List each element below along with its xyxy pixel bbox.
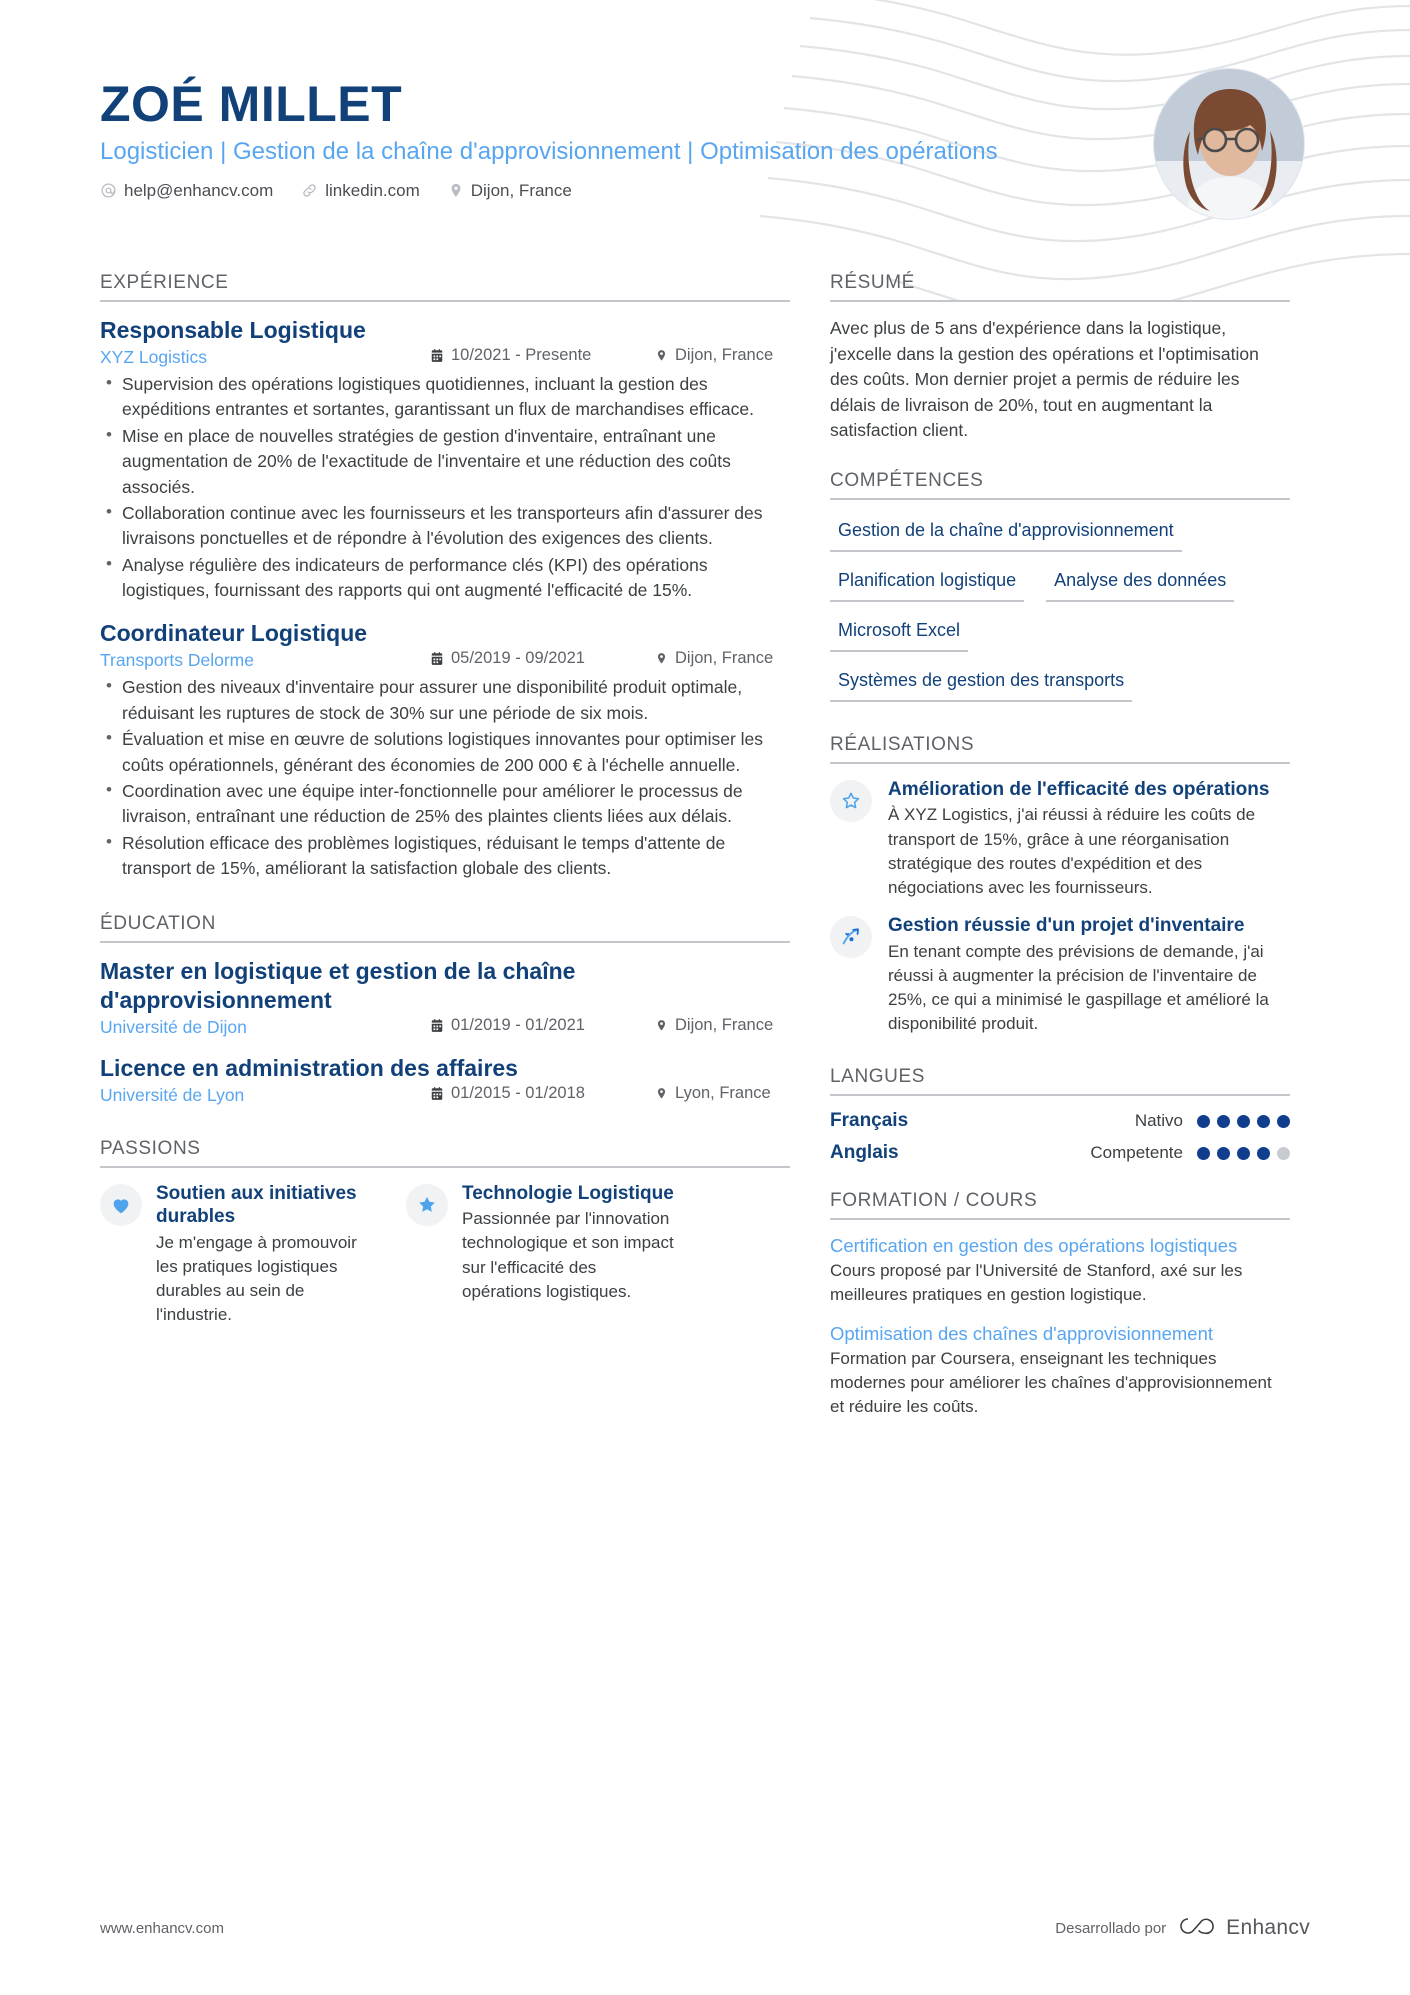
- experience-entry: [100, 619, 790, 881]
- rating-dot: [1277, 1115, 1290, 1128]
- job-bullets: [100, 372, 790, 603]
- skill-chip: Microsoft Excel: [830, 614, 968, 652]
- achievement-item: [830, 778, 1290, 900]
- contact-location: [448, 181, 572, 201]
- section-title-skills: COMPÉTENCES: [830, 469, 984, 491]
- passion-body: [462, 1182, 676, 1328]
- achievement-text: En tenant compte des prévisions de demande, j'ai réussi à augmenter la précision de l'inventaire de 25%, ce qui a minimisé le gaspillage et amélioré la disponibilité produit.: [888, 941, 1269, 1034]
- passions-grid: [100, 1182, 790, 1328]
- language-rating: [1135, 1111, 1290, 1131]
- section-courses: [830, 1190, 1290, 1419]
- degree-title: Master en logistique et gestion de la chaîne d'approvisionnement: [100, 958, 576, 1013]
- section-languages: [830, 1066, 1290, 1164]
- job-dates-text: 05/2019 - 09/2021: [451, 649, 585, 668]
- bullet: • Supervision des opérations logistiques quotidiennes, incluant la gestion des expéditions entrantes et sortantes, garantissant un flux de marchandises efficace.: [100, 372, 790, 423]
- achievement-body: [888, 914, 1290, 1036]
- bullet: • Résolution efficace des problèmes logistiques, réduisant le temps d'attente de transport de 15%, améliorant la satisfaction globale des clients.: [100, 831, 790, 882]
- job-organization: XYZ Logistics: [100, 347, 207, 368]
- rating-dot: [1217, 1147, 1230, 1160]
- divider: [830, 300, 1290, 302]
- job-title: Coordinateur Logistique: [100, 620, 368, 647]
- divider: [100, 1166, 790, 1168]
- skills-list: [830, 514, 1290, 714]
- heart-icon: [100, 1184, 142, 1226]
- location-pin-icon: [655, 1018, 668, 1033]
- section-achievements: [830, 734, 1290, 1037]
- job-dates: [430, 649, 655, 668]
- rating-dots: [1197, 1147, 1290, 1160]
- language-level: Nativo: [1134, 1111, 1183, 1131]
- course-title: Certification en gestion des opérations logistiques: [830, 1235, 1238, 1257]
- divider: [830, 1094, 1290, 1096]
- footer-credit-text: Desarrollado por: [1055, 1919, 1167, 1937]
- contact-linkedin-text: linkedin.com: [325, 180, 420, 200]
- passion-item: [406, 1182, 676, 1328]
- rating-dot: [1257, 1147, 1270, 1160]
- section-passions: [100, 1138, 790, 1328]
- degree-dates-text: 01/2015 - 01/2018: [451, 1083, 585, 1102]
- calendar-icon: [430, 348, 444, 363]
- location-pin-icon: [655, 1086, 668, 1101]
- rating-dot: [1277, 1147, 1290, 1160]
- footer-website[interactable]: www.enhancv.com: [100, 1919, 224, 1937]
- course-text: Formation par Coursera, enseignant les techniques modernes pour améliorer les chaînes d'approvisionnement et réduire les coûts.: [830, 1348, 1272, 1416]
- skill-chip: Gestion de la chaîne d'approvisionnement: [830, 514, 1182, 552]
- divider: [830, 1218, 1290, 1220]
- section-summary: [830, 272, 1290, 444]
- right-column: [830, 272, 1290, 1433]
- degree-meta: [100, 1084, 790, 1106]
- language-name: Français: [830, 1110, 909, 1132]
- section-title-education: ÉDUCATION: [100, 913, 216, 935]
- bullet: • Évaluation et mise en œuvre de solutions logistiques innovantes pour optimiser les coûts opérationnels, générant des économies de 200 000 € à l'échelle annuelle.: [100, 727, 790, 778]
- achievement-title: Amélioration de l'efficacité des opérations: [888, 778, 1270, 800]
- left-column: [100, 272, 790, 1433]
- education-entry: [100, 1054, 790, 1106]
- star-outline-icon: [830, 780, 872, 822]
- language-level: Competente: [1090, 1143, 1183, 1163]
- degree-dates-text: 01/2019 - 01/2021: [451, 1015, 585, 1034]
- divider: [100, 941, 790, 943]
- summary-text: Avec plus de 5 ans d'expérience dans la logistique, j'excelle dans la gestion des opérations et l'optimisation des coûts. Mon dernier projet a permis de réduire les délais de livraison de 20%, tout en augmentant la satisfaction client.: [830, 318, 1259, 441]
- resume-header: [100, 78, 1200, 201]
- divider: [830, 498, 1290, 500]
- job-location: [655, 346, 773, 365]
- job-title: Responsable Logistique: [100, 317, 366, 343]
- rating-dot: [1257, 1115, 1270, 1128]
- degree-location-text: Dijon, France: [675, 1015, 774, 1034]
- job-dates: [430, 346, 655, 365]
- section-education: [100, 913, 790, 1105]
- degree-location: [655, 1084, 771, 1103]
- calendar-icon: [430, 1018, 444, 1033]
- skill-chip: Planification logistique: [830, 564, 1024, 602]
- location-pin-icon: [655, 348, 668, 363]
- strategy-arrow-icon: [830, 916, 872, 958]
- star-filled-icon: [406, 1184, 448, 1226]
- bullet: • Coordination avec une équipe inter-fonctionnelle pour améliorer le processus de livraison, entraînant une réduction de 25% des plaintes clients liées aux délais.: [100, 779, 790, 830]
- section-title-summary: RÉSUMÉ: [830, 272, 915, 293]
- job-location-text: Dijon, France: [675, 346, 774, 365]
- bullet: • Mise en place de nouvelles stratégies de gestion d'inventaire, entraînant une augmentation de 20% de l'exactitude de l'inventaire et une réduction des coûts associés.: [100, 424, 790, 500]
- degree-location: [655, 1016, 773, 1035]
- achievement-item: [830, 914, 1290, 1036]
- contact-location-text: Dijon, France: [470, 180, 572, 200]
- language-name: Anglais: [830, 1142, 899, 1164]
- enhancv-logo-icon: [1176, 1913, 1216, 1943]
- contact-email[interactable]: [100, 181, 273, 201]
- degree-dates: [430, 1016, 655, 1035]
- experience-entry: [100, 316, 790, 603]
- rating-dot: [1237, 1147, 1250, 1160]
- rating-dot: [1197, 1115, 1210, 1128]
- degree-meta: [100, 1016, 790, 1038]
- contact-list: [100, 181, 1200, 201]
- avatar: [1153, 68, 1305, 220]
- job-organization: Transports Delorme: [100, 650, 254, 671]
- skill-chip: Systèmes de gestion des transports: [830, 664, 1132, 702]
- degree-dates: [430, 1084, 655, 1103]
- job-dates-text: 10/2021 - Presente: [451, 346, 592, 365]
- calendar-icon: [430, 1086, 444, 1101]
- job-bullets: [100, 675, 790, 881]
- passion-item: [100, 1182, 370, 1328]
- education-entry: [100, 957, 790, 1037]
- job-meta: [100, 649, 790, 671]
- school-name: Université de Lyon: [100, 1084, 245, 1105]
- footer-brand: [1055, 1913, 1310, 1943]
- resume-body: [100, 272, 1310, 1433]
- degree-title: Licence en administration des affaires: [100, 1054, 518, 1081]
- achievement-text: À XYZ Logistics, j'ai réussi à réduire les coûts de transport de 15%, grâce à une réorganisation stratégique des routes d'expédition et des négociations avec les fournisseurs.: [888, 805, 1256, 897]
- passion-title: Technologie Logistique: [462, 1182, 674, 1204]
- footer: [100, 1913, 1310, 1943]
- passion-text: Je m'engage à promouvoir les pratiques logistiques durables au sein de l'industrie.: [156, 1233, 357, 1325]
- section-title-achievements: RÉALISATIONS: [830, 733, 975, 755]
- language-row: [830, 1142, 1290, 1164]
- section-skills: [830, 470, 1290, 714]
- section-title-experience: EXPÉRIENCE: [100, 272, 229, 293]
- bullet: • Analyse régulière des indicateurs de performance clés (KPI) des opérations logistiques, fournissant des rapports qui ont augmenté l'efficacité de 15%.: [100, 553, 790, 604]
- contact-linkedin[interactable]: [301, 181, 420, 201]
- job-meta: [100, 346, 790, 368]
- rating-dots: [1197, 1115, 1290, 1128]
- headline: Logisticien | Gestion de la chaîne d'approvisionnement | Optimisation des opérations: [100, 137, 998, 165]
- skill-chip: Analyse des données: [1046, 564, 1234, 602]
- contact-email-text: help@enhancv.com: [124, 180, 274, 200]
- bullet: • Collaboration continue avec les fournisseurs et les transporteurs afin d'assurer des livraisons ponctuelles et de répondre à l'évolution des exigences des clients.: [100, 501, 790, 552]
- link-icon: [301, 182, 318, 199]
- passion-text: Passionnée par l'innovation technologique et son impact sur l'efficacité des opérations logistiques.: [462, 1209, 674, 1301]
- divider: [100, 300, 790, 302]
- degree-location-text: Lyon, France: [675, 1083, 771, 1102]
- achievement-body: [888, 778, 1290, 900]
- location-pin-icon: [448, 182, 464, 199]
- section-title-passions: PASSIONS: [100, 1137, 201, 1159]
- footer-brand-name: Enhancv: [1226, 1916, 1310, 1939]
- job-location: [655, 649, 773, 668]
- rating-dot: [1197, 1147, 1210, 1160]
- rating-dot: [1237, 1115, 1250, 1128]
- school-name: Université de Dijon: [100, 1016, 247, 1037]
- bullet: • Gestion des niveaux d'inventaire pour assurer une disponibilité produit optimale, réduisant les ruptures de stock de 30% sur une période de six mois.: [100, 675, 790, 726]
- achievement-title: Gestion réussie d'un projet d'inventaire: [888, 914, 1245, 936]
- location-pin-icon: [655, 651, 668, 666]
- divider: [830, 762, 1290, 764]
- section-experience: [100, 272, 790, 881]
- language-row: [830, 1110, 1290, 1132]
- course-text: Cours proposé par l'Université de Stanford, axé sur les meilleures pratiques en gestion logistique.: [830, 1261, 1243, 1305]
- section-title-languages: LANGUES: [830, 1066, 926, 1088]
- course-item: [830, 1234, 1290, 1307]
- passion-body: [156, 1182, 370, 1328]
- job-location-text: Dijon, France: [675, 649, 774, 668]
- at-icon: [100, 182, 117, 199]
- passion-title: Soutien aux initiatives durables: [156, 1182, 357, 1228]
- section-title-courses: FORMATION / COURS: [830, 1190, 1038, 1212]
- course-item: [830, 1322, 1290, 1420]
- calendar-icon: [430, 651, 444, 666]
- language-rating: [1090, 1143, 1290, 1163]
- course-title: Optimisation des chaînes d'approvisionnement: [830, 1322, 1213, 1344]
- page-title: ZOÉ MILLET: [100, 76, 403, 132]
- rating-dot: [1217, 1115, 1230, 1128]
